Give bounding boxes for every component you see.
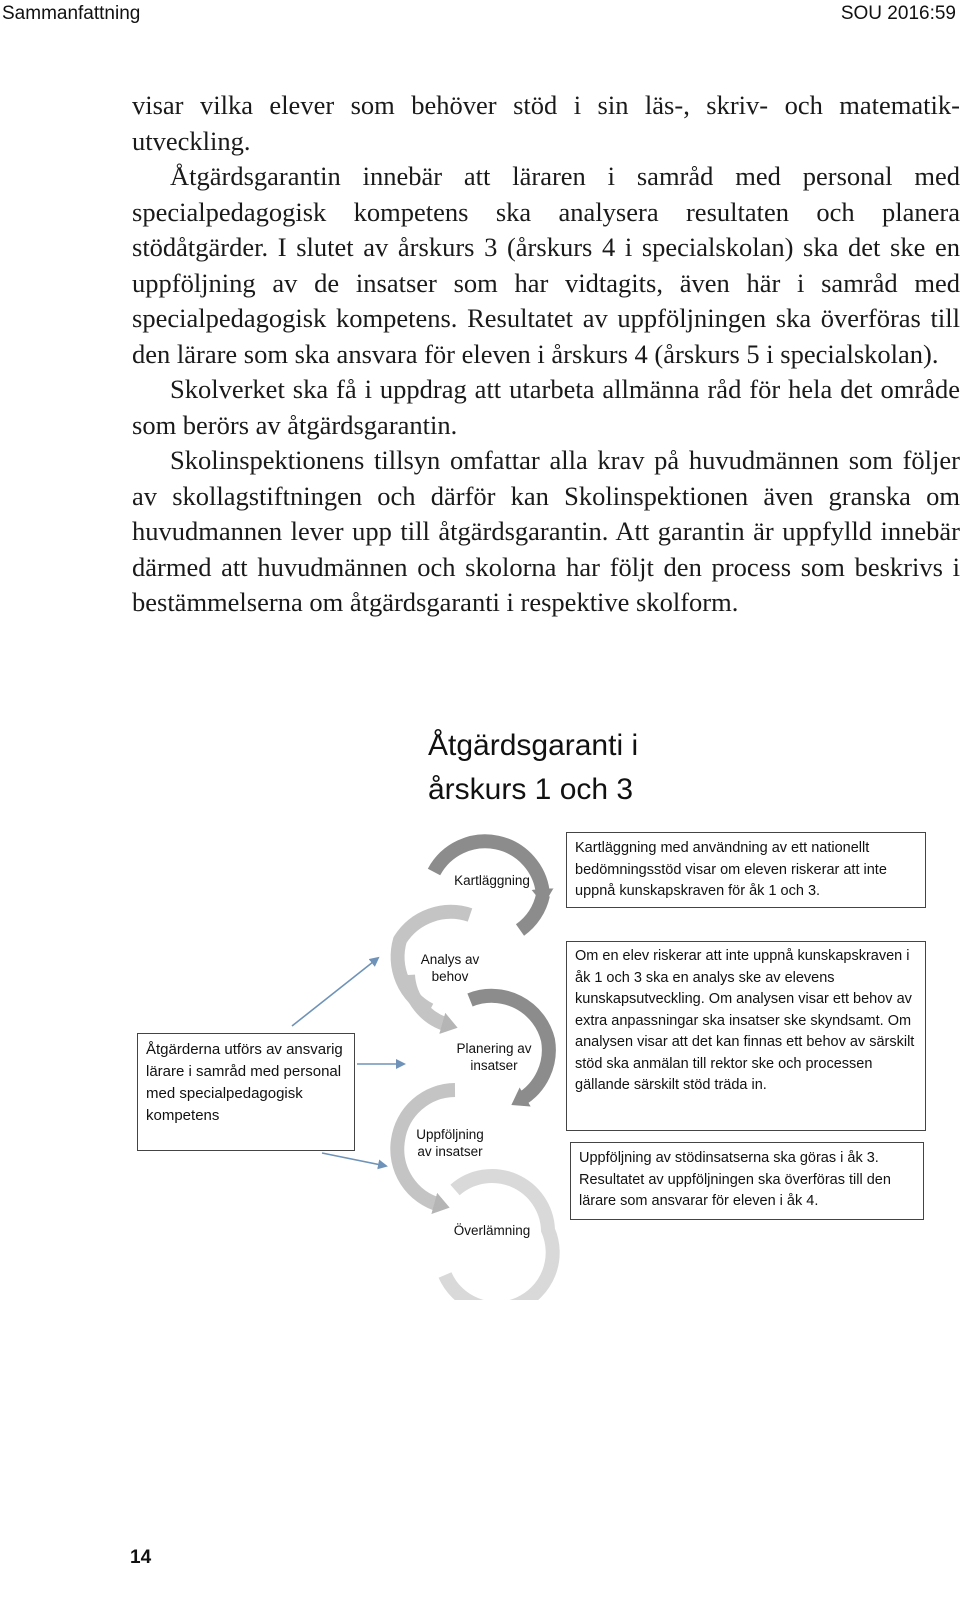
paragraph-4: Skolinspektionens tillsyn omfattar alla krav på huvudmännen som följer av skollagstiftningen och därför kan Skolinspektionen även granska om huvudmannen lever upp till åtgärdsgarantin. Att garantin är uppfylld innebär därmed att huvudmännen och skolorna har följt den process som beskrivs i bestämmelserna om åtgärdsgaranti i respektive skolform. — [132, 445, 960, 617]
arrow-to-uppfoljning — [322, 1153, 386, 1166]
step-overlamning: Överlämning — [453, 1223, 531, 1238]
figure-title-line-1: Åtgärdsgaranti i — [428, 729, 639, 762]
step-planering-line-2: insatser — [470, 1058, 518, 1073]
step-planering-line-1: Planering av — [456, 1041, 532, 1056]
step-uppfoljning — [405, 1126, 495, 1160]
arrow-to-analys — [292, 958, 378, 1026]
box-atgarderna: Åtgärderna utförs av ansvarig lärare i samråd med personal med specialpedagogisk kompetens — [137, 1033, 355, 1151]
figure-title-line-2: årskurs 1 och 3 — [428, 773, 634, 806]
step-kartlaggning: Kartläggning — [454, 873, 530, 888]
step-analys — [410, 951, 490, 985]
step-uppfoljning-line-2: av insatser — [417, 1144, 483, 1159]
step-analys-line-2: behov — [431, 969, 469, 984]
paragraph-1: visar vilka elever som behöver stöd i sin läs-, skriv- och matematikutveckling. — [132, 90, 960, 156]
running-header — [0, 0, 960, 28]
step-analys-line-1: Analys av — [420, 952, 480, 967]
box-kartlaggning: Kartläggning med användning av ett nationellt bedömningsstöd visar om eleven riskerar att inte uppnå kunskapskraven för åk 1 och 3. — [566, 832, 926, 908]
step-planering — [448, 1040, 540, 1074]
page-number: 14 — [130, 1547, 152, 1568]
figure-title — [428, 724, 788, 812]
body-text — [132, 88, 960, 621]
ring-kartlaggning-tail — [520, 895, 543, 930]
paragraph-2: Åtgärdsgarantin innebär att läraren i samråd med personal med specialpedagogisk kompetens ska analysera resultaten och planera stödåtgärder. I slutet av årskurs 3 (årskurs 4 i specialskolan) ska det ske en uppföljning av de insatser som har vidtagits, även här i samråd med specialpedagogisk kompetens. Resultatet av uppföljningen ska överföras till den lärare som ska ansvara för eleven i årskurs 4 (årskurs 5 i specialskolan). — [132, 161, 960, 369]
box-uppfoljning: Uppföljning av stödinsatserna ska göras i åk 3. Resultatet av uppföljningen ska överföras till den lärare som ansvarar för eleven i åk 4. — [570, 1142, 924, 1220]
header-section-title: Sammanfattning — [2, 3, 141, 24]
header-report-id: SOU 2016:59 — [840, 3, 956, 24]
box-analys: Om en elev riskerar att inte uppnå kunskapskraven i åk 1 och 3 ska en analys ske av elevens kunskapsutveckling. Om analysen visar ett behov av extra anpassningar ska insatser ske skyndsamt. Om analysen visar att det kan finnas ett behov av särskilt stöd ska anmälan till rektor ske och processen gällande särskilt stöd träda in. — [566, 941, 926, 1131]
paragraph-3: Skolverket ska få i uppdrag att utarbeta allmänna råd för hela det område som berörs av åtgärdsgarantin. — [132, 374, 960, 440]
step-uppfoljning-line-1: Uppföljning — [416, 1127, 484, 1142]
